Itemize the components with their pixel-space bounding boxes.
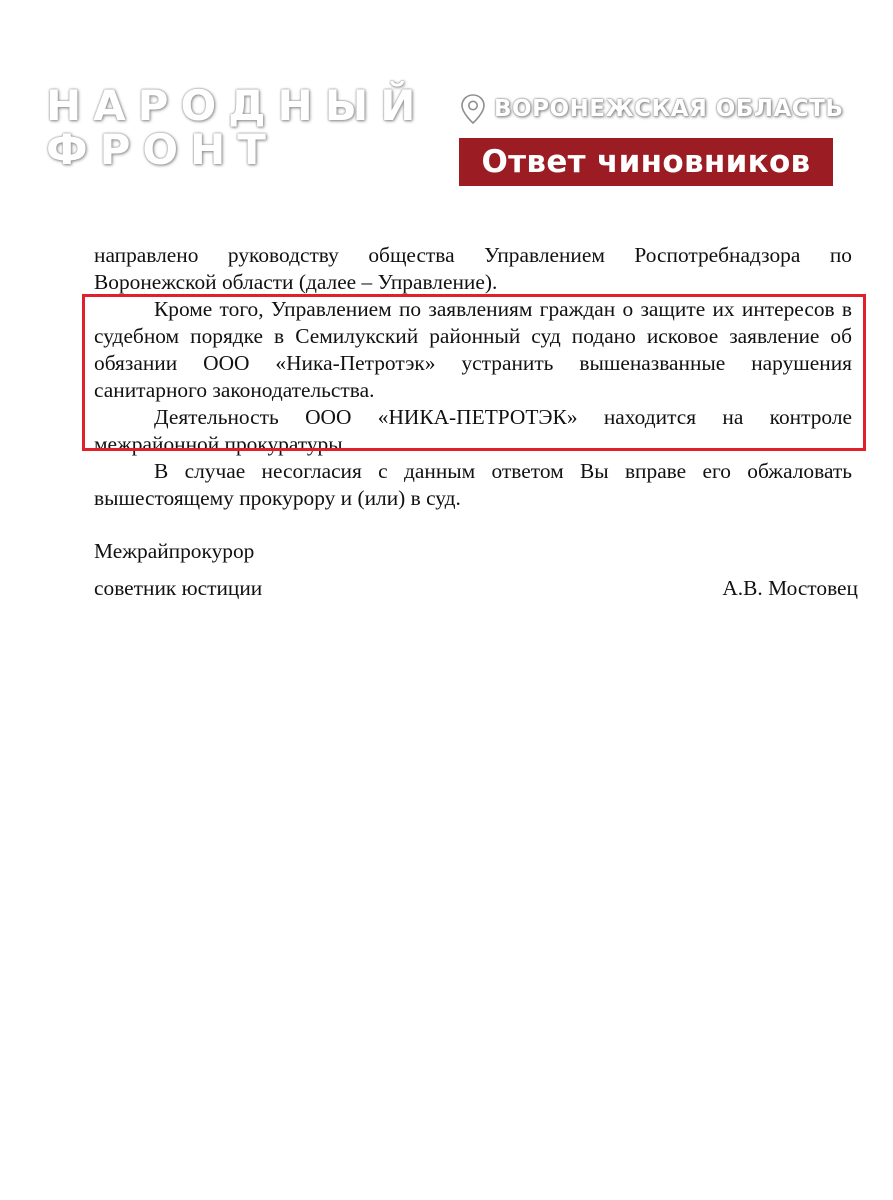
region-name: ВОРОНЕЖСКАЯ ОБЛАСТЬ bbox=[494, 96, 844, 122]
logo-line-1: НАРОДНЫЙ bbox=[46, 81, 428, 130]
paragraph: Деятельность ООО «НИКА-ПЕТРОТЭК» находится на контроле межрайонной прокуратуры. bbox=[94, 405, 852, 456]
region-label bbox=[456, 92, 843, 126]
signer-rank: советник юстиции bbox=[94, 576, 263, 600]
signer-position: Межрайпрокурор bbox=[94, 539, 255, 563]
location-pin-icon bbox=[456, 92, 490, 126]
letter-body bbox=[94, 242, 852, 512]
signer-name: А.В. Мостовец bbox=[722, 576, 858, 600]
paragraph: Кроме того, Управлением по заявлениям граждан о защите их интересов в судебном порядке в Семилукский районный суд подано исковое заявление об обязании ООО «Ника-Петротэк» устранить вышеназванные нарушения санитарного законодательства. bbox=[94, 297, 852, 402]
officials-answer-banner: Ответ чиновников bbox=[459, 138, 833, 186]
narodny-front-logo bbox=[46, 81, 428, 174]
paragraph: В случае несогласия с данным ответом Вы вправе его обжаловать вышестоящему прокурору и (или) в суд. bbox=[94, 459, 852, 510]
logo-line-2: ФРОНТ bbox=[46, 125, 278, 174]
paragraph: направлено руководству общества Управлением Роспотребнадзора по Воронежской области (далее – Управление). bbox=[94, 243, 852, 294]
